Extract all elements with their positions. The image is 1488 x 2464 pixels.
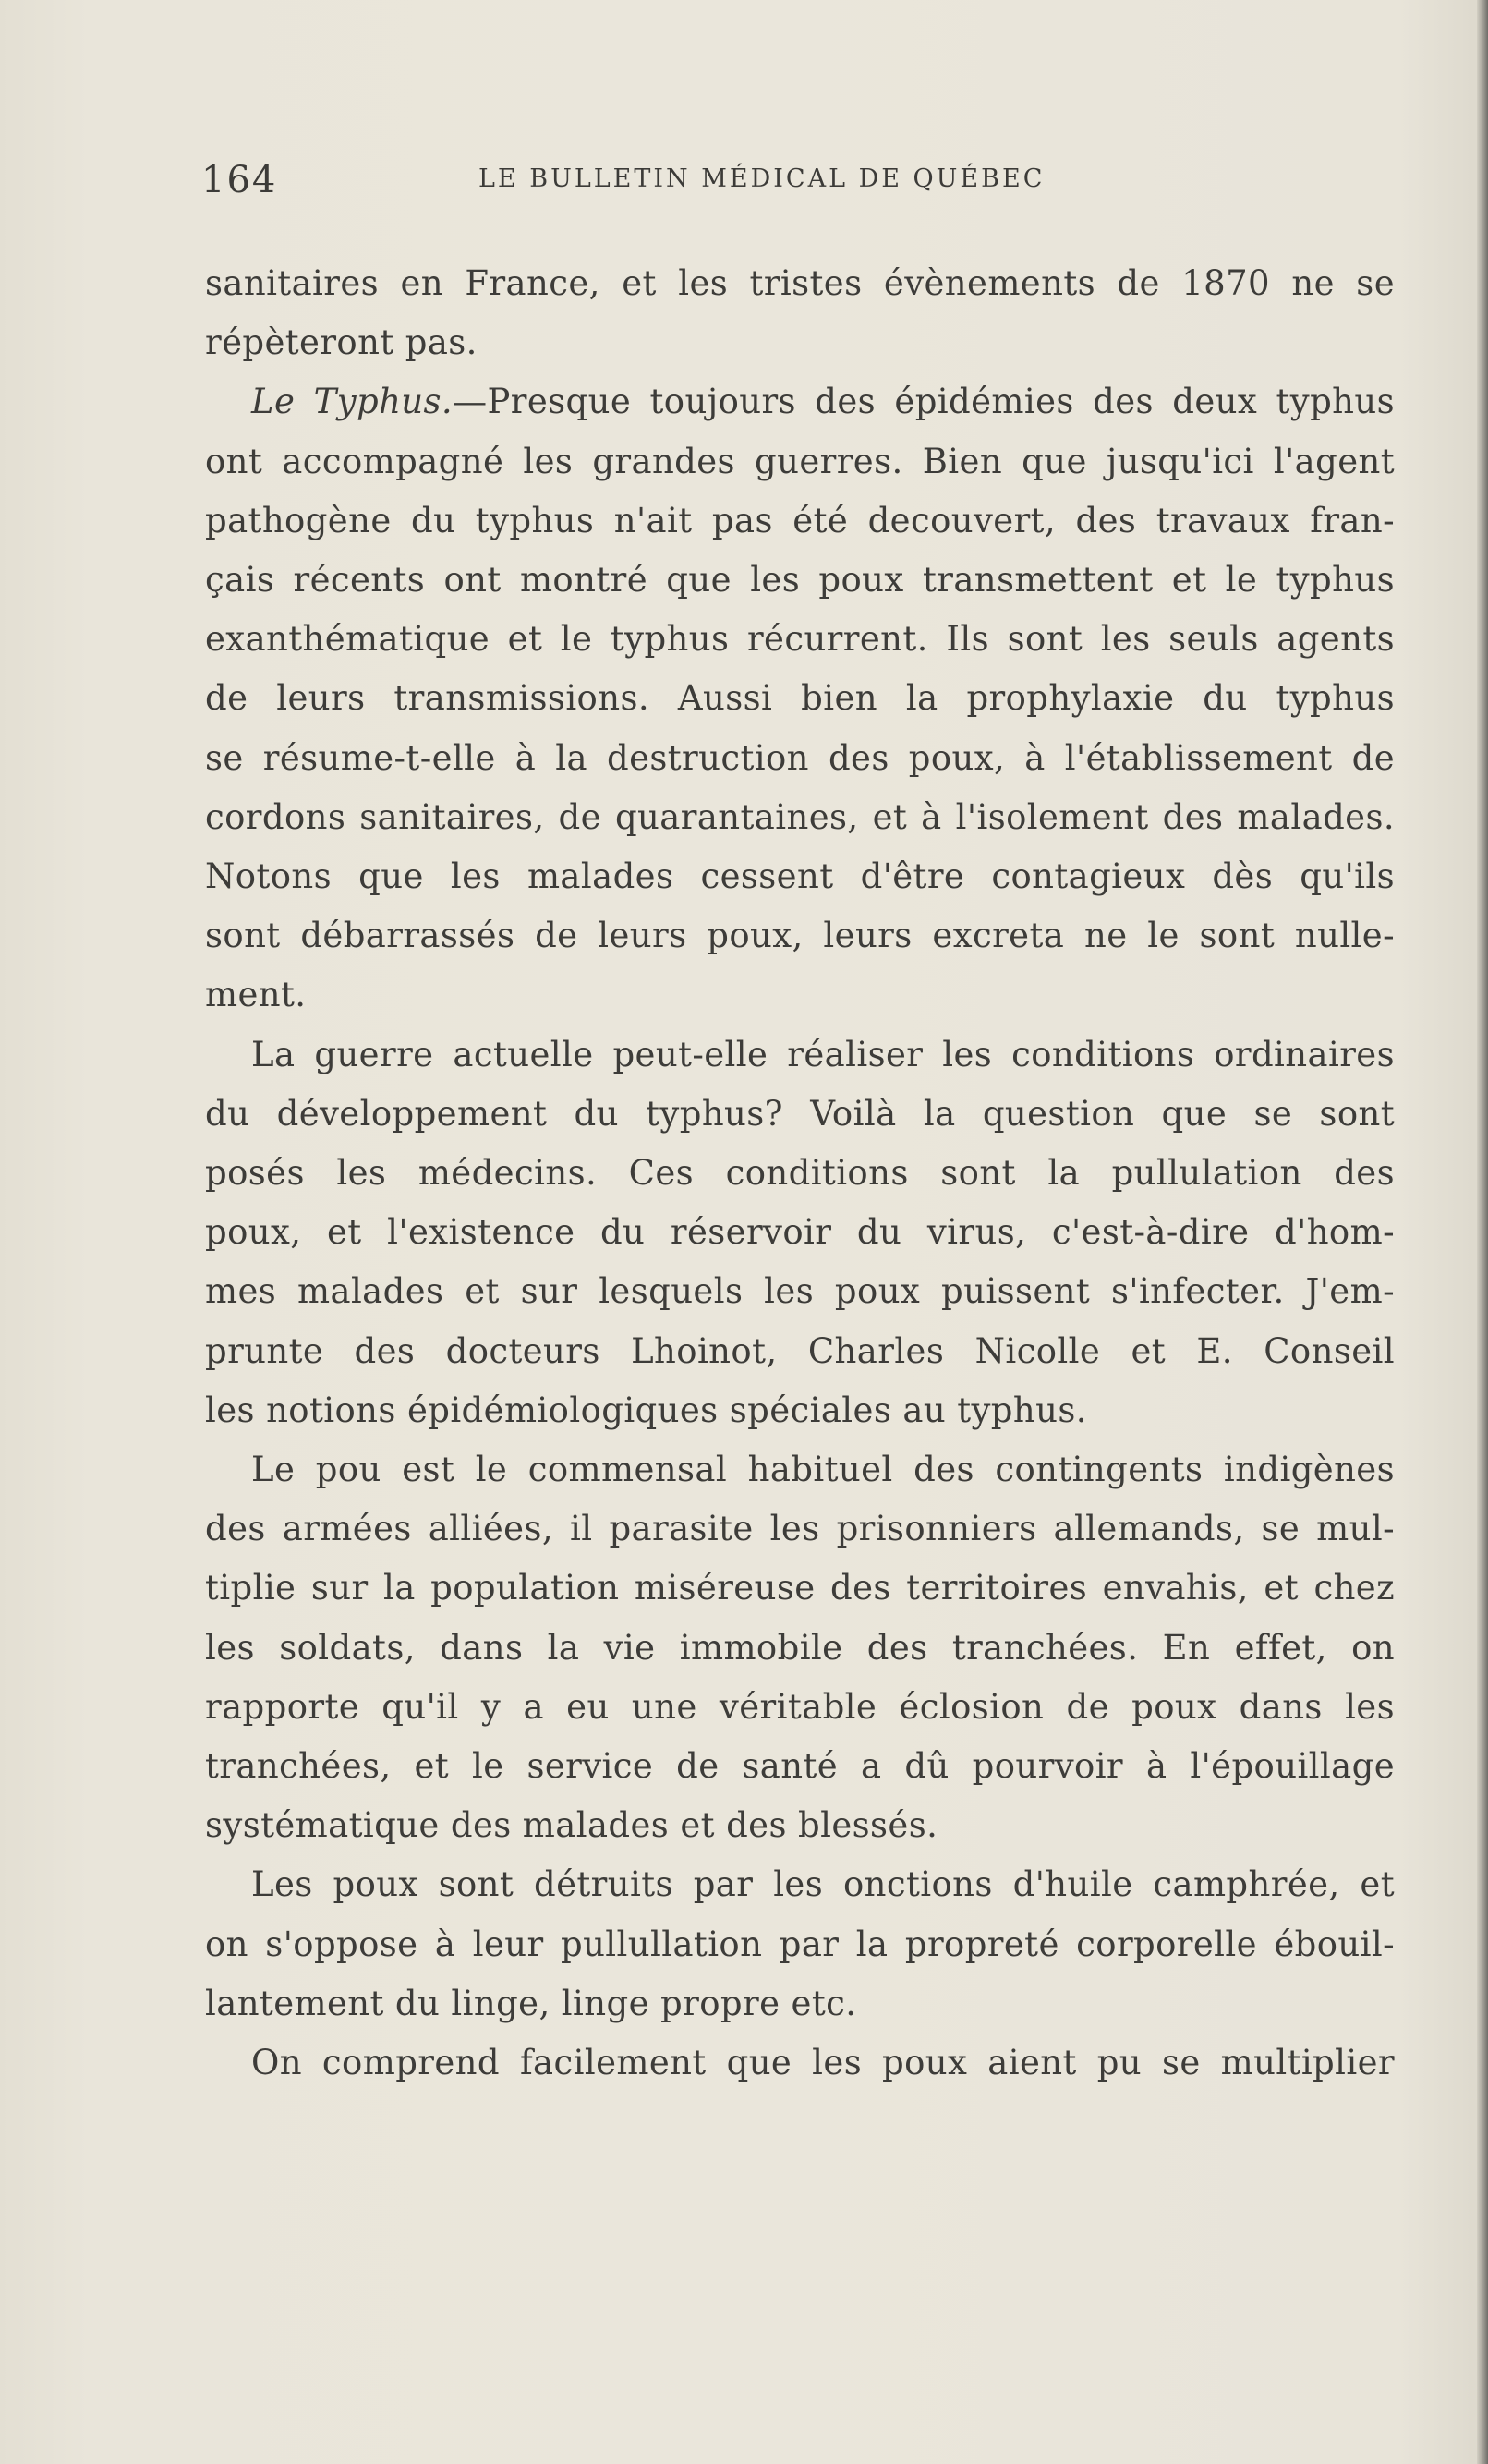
text-line: On comprend facilement que les poux aient pu se multiplier — [251, 2043, 1395, 2083]
running-header — [201, 159, 1398, 205]
text-run: —Presque toujours des épidémies des deux typhus — [453, 382, 1395, 422]
text-line — [205, 372, 1395, 431]
text-line: lantement du linge, linge propre etc. — [205, 1983, 857, 2023]
text-line: Notons que les malades cessent d'être contagieux dès qu'ils — [205, 856, 1395, 897]
text-line: ment. — [205, 975, 307, 1015]
running-title: LE BULLETIN MÉDICAL DE QUÉBEC — [478, 164, 1046, 193]
text-line: poux, et l'existence du réservoir du virus, c'est-à-dire d'hom- — [205, 1212, 1395, 1253]
page-edge-shadow — [1477, 0, 1488, 2464]
text-line: systématique des malades et des blessés. — [205, 1805, 938, 1846]
section-lead-italic: Le Typhus. — [251, 382, 454, 422]
text-line: Les poux sont détruits par les onctions d'huile camphrée, et — [251, 1864, 1395, 1905]
text-line: cordons sanitaires, de quarantaines, et à l'isolement des malades. — [205, 796, 1395, 837]
paragraph — [205, 254, 1395, 372]
text-line: répèteront pas. — [205, 322, 478, 363]
article-body — [205, 254, 1395, 2093]
text-line: Le pou est le commensal habituel des contingents indigènes — [251, 1450, 1395, 1490]
text-line: de leurs transmissions. Aussi bien la prophylaxie du typhus — [205, 678, 1395, 719]
paragraph — [205, 2033, 1395, 2093]
text-line: prunte des docteurs Lhoinot, Charles Nicolle et E. Conseil — [205, 1330, 1395, 1371]
page-number: 164 — [201, 159, 278, 201]
text-line: çais récents ont montré que les poux transmettent et le typhus — [205, 560, 1395, 601]
text-line: se résume-t-elle à la destruction des poux, à l'établissement de — [205, 737, 1395, 778]
text-line: les notions épidémiologiques spéciales au typhus. — [205, 1390, 1087, 1430]
text-line: sont débarrassés de leurs poux, leurs excreta ne le sont nulle- — [205, 916, 1395, 956]
text-line: sanitaires en France, et les tristes évènements de 1870 ne se — [205, 263, 1395, 303]
text-line: mes malades et sur lesquels les poux puissent s'infecter. J'em- — [205, 1271, 1395, 1312]
paragraph — [205, 1855, 1395, 2033]
text-line: on s'oppose à leur pullullation par la propreté corporelle ébouil- — [205, 1924, 1395, 1964]
text-line: posés les médecins. Ces conditions sont la pullulation des — [205, 1153, 1395, 1194]
text-line: pathogène du typhus n'ait pas été decouvert, des travaux fran- — [205, 500, 1395, 540]
text-line: rapporte qu'il y a eu une véritable éclosion de poux dans les — [205, 1686, 1395, 1727]
paragraph — [205, 1440, 1395, 1855]
paragraph — [205, 1026, 1395, 1440]
text-line: des armées alliées, il parasite les prisonniers allemands, se mul- — [205, 1509, 1395, 1549]
text-line: La guerre actuelle peut-elle réaliser les conditions ordinaires — [251, 1034, 1395, 1074]
text-line: tranchées, et le service de santé a dû pourvoir à l'épouillage — [205, 1746, 1395, 1787]
text-line: exanthématique et le typhus récurrent. Ils sont les seuls agents — [205, 619, 1395, 660]
text-line: du développement du typhus? Voilà la question que se sont — [205, 1093, 1395, 1134]
text-line: ont accompagné les grandes guerres. Bien que jusqu'ici l'agent — [205, 441, 1395, 481]
paragraph — [205, 372, 1395, 1025]
text-line: les soldats, dans la vie immobile des tranchées. En effet, on — [205, 1627, 1395, 1668]
text-line: tiplie sur la population miséreuse des territoires envahis, et chez — [205, 1568, 1395, 1608]
